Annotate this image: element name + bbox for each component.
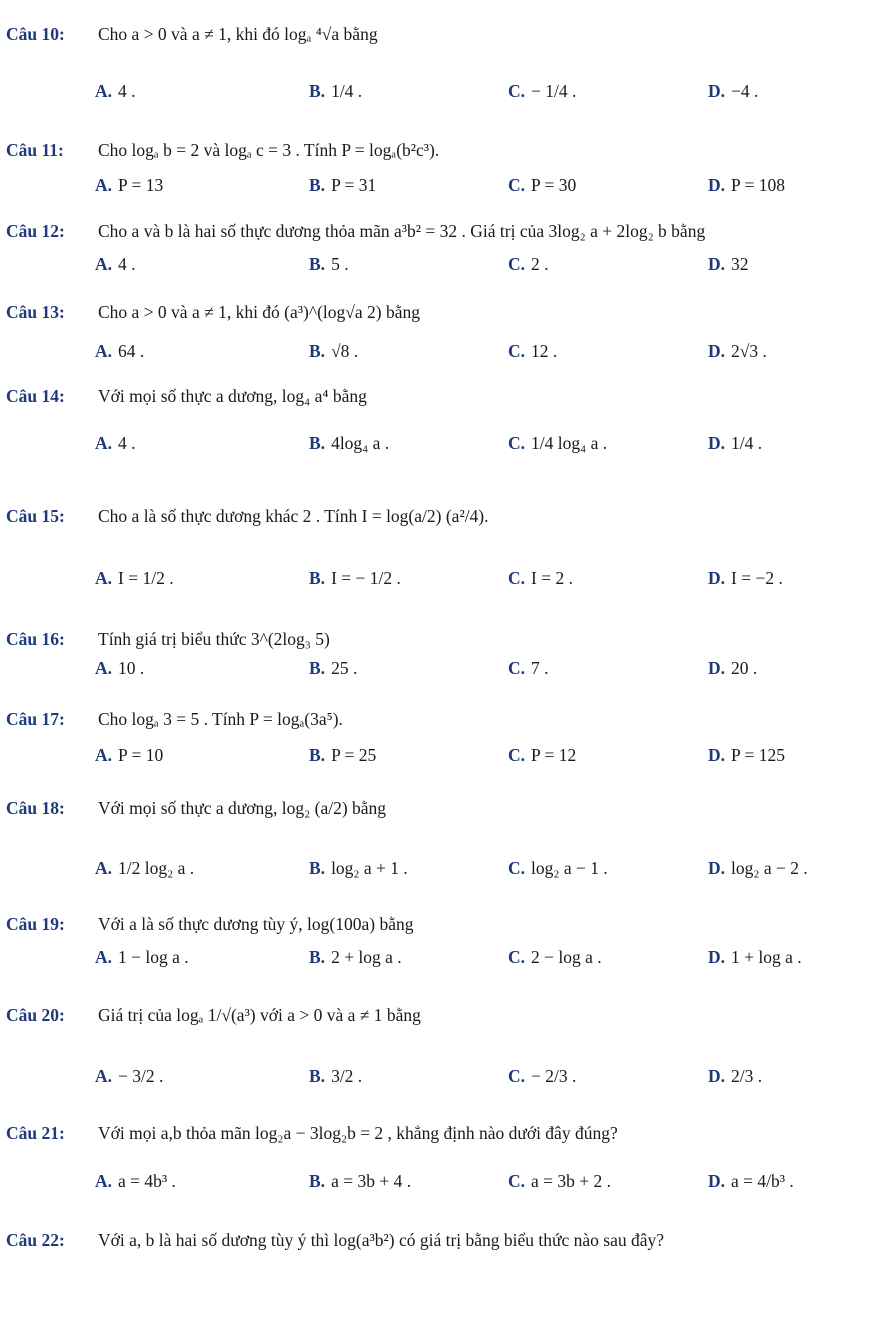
option-label: D. — [708, 1066, 726, 1086]
option-label: C. — [508, 947, 526, 967]
option-a[interactable] — [95, 340, 144, 362]
question-label: Câu 16: — [6, 629, 65, 649]
option-c[interactable] — [508, 1170, 611, 1192]
question-label: Câu 21: — [6, 1123, 65, 1143]
option-label: B. — [309, 1066, 326, 1086]
option-c[interactable] — [508, 744, 576, 766]
option-text: 32 — [731, 254, 749, 274]
option-d[interactable] — [708, 340, 767, 362]
option-text: 2√3 . — [731, 341, 767, 361]
option-b[interactable] — [309, 174, 376, 196]
option-label: A. — [95, 658, 113, 678]
option-b[interactable] — [309, 567, 401, 589]
option-label: B. — [309, 947, 326, 967]
option-text: a = 4/b³ . — [731, 1171, 794, 1191]
option-a[interactable] — [95, 253, 136, 275]
option-b[interactable] — [309, 657, 357, 679]
option-a[interactable] — [95, 174, 163, 196]
question-12 — [6, 220, 705, 242]
option-d[interactable] — [708, 253, 749, 275]
option-label: D. — [708, 745, 726, 765]
option-text: I = 1/2 . — [118, 568, 174, 588]
question-18 — [6, 797, 386, 819]
option-text: P = 31 — [331, 175, 377, 195]
option-label: B. — [309, 341, 326, 361]
option-b[interactable] — [309, 1065, 362, 1087]
option-d[interactable] — [708, 1170, 794, 1192]
option-b[interactable] — [309, 857, 408, 879]
option-text: 1 + log a . — [731, 947, 802, 967]
question-21 — [6, 1122, 618, 1144]
option-label: A. — [95, 81, 113, 101]
option-text: log₂ a − 2 . — [731, 858, 808, 878]
question-label: Câu 18: — [6, 798, 65, 818]
option-text: 1/2 log₂ a . — [118, 858, 195, 878]
option-c[interactable] — [508, 946, 602, 968]
option-label: B. — [309, 433, 326, 453]
option-label: A. — [95, 341, 113, 361]
option-b[interactable] — [309, 340, 358, 362]
option-c[interactable] — [508, 657, 549, 679]
option-b[interactable] — [309, 253, 349, 275]
question-text: Cho a > 0 và a ≠ 1, khi đó (a³)^(log√a 2) bằng — [98, 302, 420, 322]
option-text: −4 . — [731, 81, 759, 101]
option-text: 1/4 . — [331, 81, 363, 101]
option-label: B. — [309, 175, 326, 195]
question-16 — [6, 628, 330, 650]
option-label: B. — [309, 858, 326, 878]
option-d[interactable] — [708, 174, 785, 196]
option-text: 1/4 log₄ a . — [531, 433, 608, 453]
question-14 — [6, 385, 367, 407]
option-label: A. — [95, 175, 113, 195]
option-a[interactable] — [95, 567, 174, 589]
option-label: C. — [508, 341, 526, 361]
option-label: C. — [508, 858, 526, 878]
option-text: a = 4b³ . — [118, 1171, 176, 1191]
option-label: D. — [708, 858, 726, 878]
option-c[interactable] — [508, 174, 576, 196]
option-d[interactable] — [708, 857, 808, 879]
option-c[interactable] — [508, 857, 608, 879]
option-label: C. — [508, 1171, 526, 1191]
option-text: I = −2 . — [731, 568, 783, 588]
option-label: A. — [95, 745, 113, 765]
option-c[interactable] — [508, 80, 576, 102]
option-b[interactable] — [309, 80, 362, 102]
option-text: 1/4 . — [731, 433, 763, 453]
question-label: Câu 15: — [6, 506, 65, 526]
question-17 — [6, 708, 343, 730]
option-text: 2 − log a . — [531, 947, 602, 967]
option-label: B. — [309, 254, 326, 274]
option-text: 2 . — [531, 254, 549, 274]
option-label: A. — [95, 433, 113, 453]
option-text: − 3/2 . — [118, 1066, 164, 1086]
option-label: C. — [508, 745, 526, 765]
option-b[interactable] — [309, 744, 376, 766]
option-text: 7 . — [531, 658, 549, 678]
question-label: Câu 17: — [6, 709, 65, 729]
option-text: P = 25 — [331, 745, 377, 765]
question-label: Câu 12: — [6, 221, 65, 241]
option-text: − 2/3 . — [531, 1066, 577, 1086]
question-text: Giá trị của logₐ 1/√(a³) với a > 0 và a ≠ 1 bằng — [98, 1005, 421, 1025]
option-label: A. — [95, 568, 113, 588]
option-label: C. — [508, 175, 526, 195]
option-text: 4 . — [118, 254, 136, 274]
option-text: P = 30 — [531, 175, 577, 195]
option-text: − 1/4 . — [531, 81, 577, 101]
option-a[interactable] — [95, 80, 136, 102]
option-d[interactable] — [708, 744, 785, 766]
option-text: log₂ a + 1 . — [331, 858, 408, 878]
option-text: I = 2 . — [531, 568, 573, 588]
question-text: Tính giá trị biểu thức 3^(2log₃ 5) — [98, 629, 330, 649]
option-text: 20 . — [731, 658, 758, 678]
option-text: log₂ a − 1 . — [531, 858, 608, 878]
question-text: Cho a > 0 và a ≠ 1, khi đó logₐ ⁴√a bằng — [98, 24, 378, 44]
option-label: C. — [508, 568, 526, 588]
option-label: B. — [309, 1171, 326, 1191]
option-label: A. — [95, 1066, 113, 1086]
option-text: 2/3 . — [731, 1066, 763, 1086]
option-label: D. — [708, 341, 726, 361]
option-label: B. — [309, 658, 326, 678]
question-text: Với mọi số thực a dương, log₄ a⁴ bằng — [98, 386, 367, 406]
question-label: Câu 11: — [6, 140, 64, 160]
option-d[interactable] — [708, 432, 762, 454]
option-label: C. — [508, 254, 526, 274]
question-text: Cho logₐ b = 2 và logₐ c = 3 . Tính P = logₐ(b²c³). — [98, 140, 440, 160]
option-text: 4log₄ a . — [331, 433, 390, 453]
option-label: B. — [309, 81, 326, 101]
question-label: Câu 20: — [6, 1005, 65, 1025]
option-text: P = 125 — [731, 745, 785, 765]
option-label: C. — [508, 658, 526, 678]
option-label: D. — [708, 658, 726, 678]
option-a[interactable] — [95, 744, 163, 766]
option-a[interactable] — [95, 1170, 176, 1192]
option-text: 10 . — [118, 658, 145, 678]
question-text: Cho a và b là hai số thực dương thỏa mãn a³b² = 32 . Giá trị của 3log₂ a + 2log₂ b bằng — [98, 221, 706, 241]
option-d[interactable] — [708, 657, 757, 679]
option-c[interactable] — [508, 567, 573, 589]
option-text: 2 + log a . — [331, 947, 402, 967]
question-label: Câu 19: — [6, 914, 65, 934]
option-text: 1 − log a . — [118, 947, 189, 967]
option-text: 3/2 . — [331, 1066, 363, 1086]
option-text: √8 . — [331, 341, 359, 361]
option-label: C. — [508, 81, 526, 101]
option-c[interactable] — [508, 1065, 576, 1087]
option-text: P = 108 — [731, 175, 785, 195]
option-text: a = 3b + 4 . — [331, 1171, 412, 1191]
option-label: D. — [708, 175, 726, 195]
option-text: 12 . — [531, 341, 558, 361]
question-10 — [6, 23, 378, 45]
option-d[interactable] — [708, 567, 783, 589]
option-label: D. — [708, 1171, 726, 1191]
question-label: Câu 13: — [6, 302, 65, 322]
option-label: A. — [95, 254, 113, 274]
option-a[interactable] — [95, 432, 136, 454]
question-text: Với mọi a,b thỏa mãn log₂a − 3log₂b = 2 , khẳng định nào dưới đây đúng? — [98, 1123, 618, 1143]
option-label: C. — [508, 433, 526, 453]
option-b[interactable] — [309, 1170, 411, 1192]
option-label: C. — [508, 1066, 526, 1086]
question-text: Cho logₐ 3 = 5 . Tính P = logₐ(3a⁵). — [98, 709, 343, 729]
question-13 — [6, 301, 420, 323]
question-text: Với a là số thực dương tùy ý, log(100a) bằng — [98, 914, 414, 934]
option-label: D. — [708, 254, 726, 274]
option-text: 64 . — [118, 341, 145, 361]
option-text: a = 3b + 2 . — [531, 1171, 612, 1191]
question-label: Câu 14: — [6, 386, 65, 406]
question-text: Cho a là số thực dương khác 2 . Tính I = log(a/2) (a²/4). — [98, 506, 489, 526]
option-a[interactable] — [95, 946, 189, 968]
option-label: D. — [708, 568, 726, 588]
question-11 — [6, 139, 439, 161]
question-20 — [6, 1004, 421, 1026]
option-label: D. — [708, 947, 726, 967]
option-c[interactable] — [508, 340, 557, 362]
option-d[interactable] — [708, 1065, 762, 1087]
option-a[interactable] — [95, 1065, 163, 1087]
option-label: D. — [708, 433, 726, 453]
option-label: B. — [309, 568, 326, 588]
question-15 — [6, 505, 489, 527]
option-text: 4 . — [118, 433, 136, 453]
option-b[interactable] — [309, 432, 389, 454]
option-text: P = 12 — [531, 745, 577, 765]
question-label: Câu 22: — [6, 1230, 65, 1250]
option-text: 5 . — [331, 254, 349, 274]
question-label: Câu 10: — [6, 24, 65, 44]
option-label: B. — [309, 745, 326, 765]
question-19 — [6, 913, 413, 935]
question-22 — [6, 1229, 664, 1251]
option-text: I = − 1/2 . — [331, 568, 401, 588]
option-text: P = 13 — [118, 175, 164, 195]
option-label: A. — [95, 858, 113, 878]
option-label: D. — [708, 81, 726, 101]
option-text: 4 . — [118, 81, 136, 101]
option-text: P = 10 — [118, 745, 164, 765]
option-c[interactable] — [508, 253, 549, 275]
option-c[interactable] — [508, 432, 607, 454]
question-text: Với mọi số thực a dương, log₂ (a/2) bằng — [98, 798, 387, 818]
option-text: 25 . — [331, 658, 358, 678]
option-d[interactable] — [708, 946, 802, 968]
option-b[interactable] — [309, 946, 402, 968]
option-label: A. — [95, 947, 113, 967]
option-a[interactable] — [95, 857, 194, 879]
option-label: A. — [95, 1171, 113, 1191]
option-a[interactable] — [95, 657, 144, 679]
option-d[interactable] — [708, 80, 758, 102]
question-text: Với a, b là hai số dương tùy ý thì log(a³b²) có giá trị bằng biểu thức nào sau đây? — [98, 1230, 665, 1250]
